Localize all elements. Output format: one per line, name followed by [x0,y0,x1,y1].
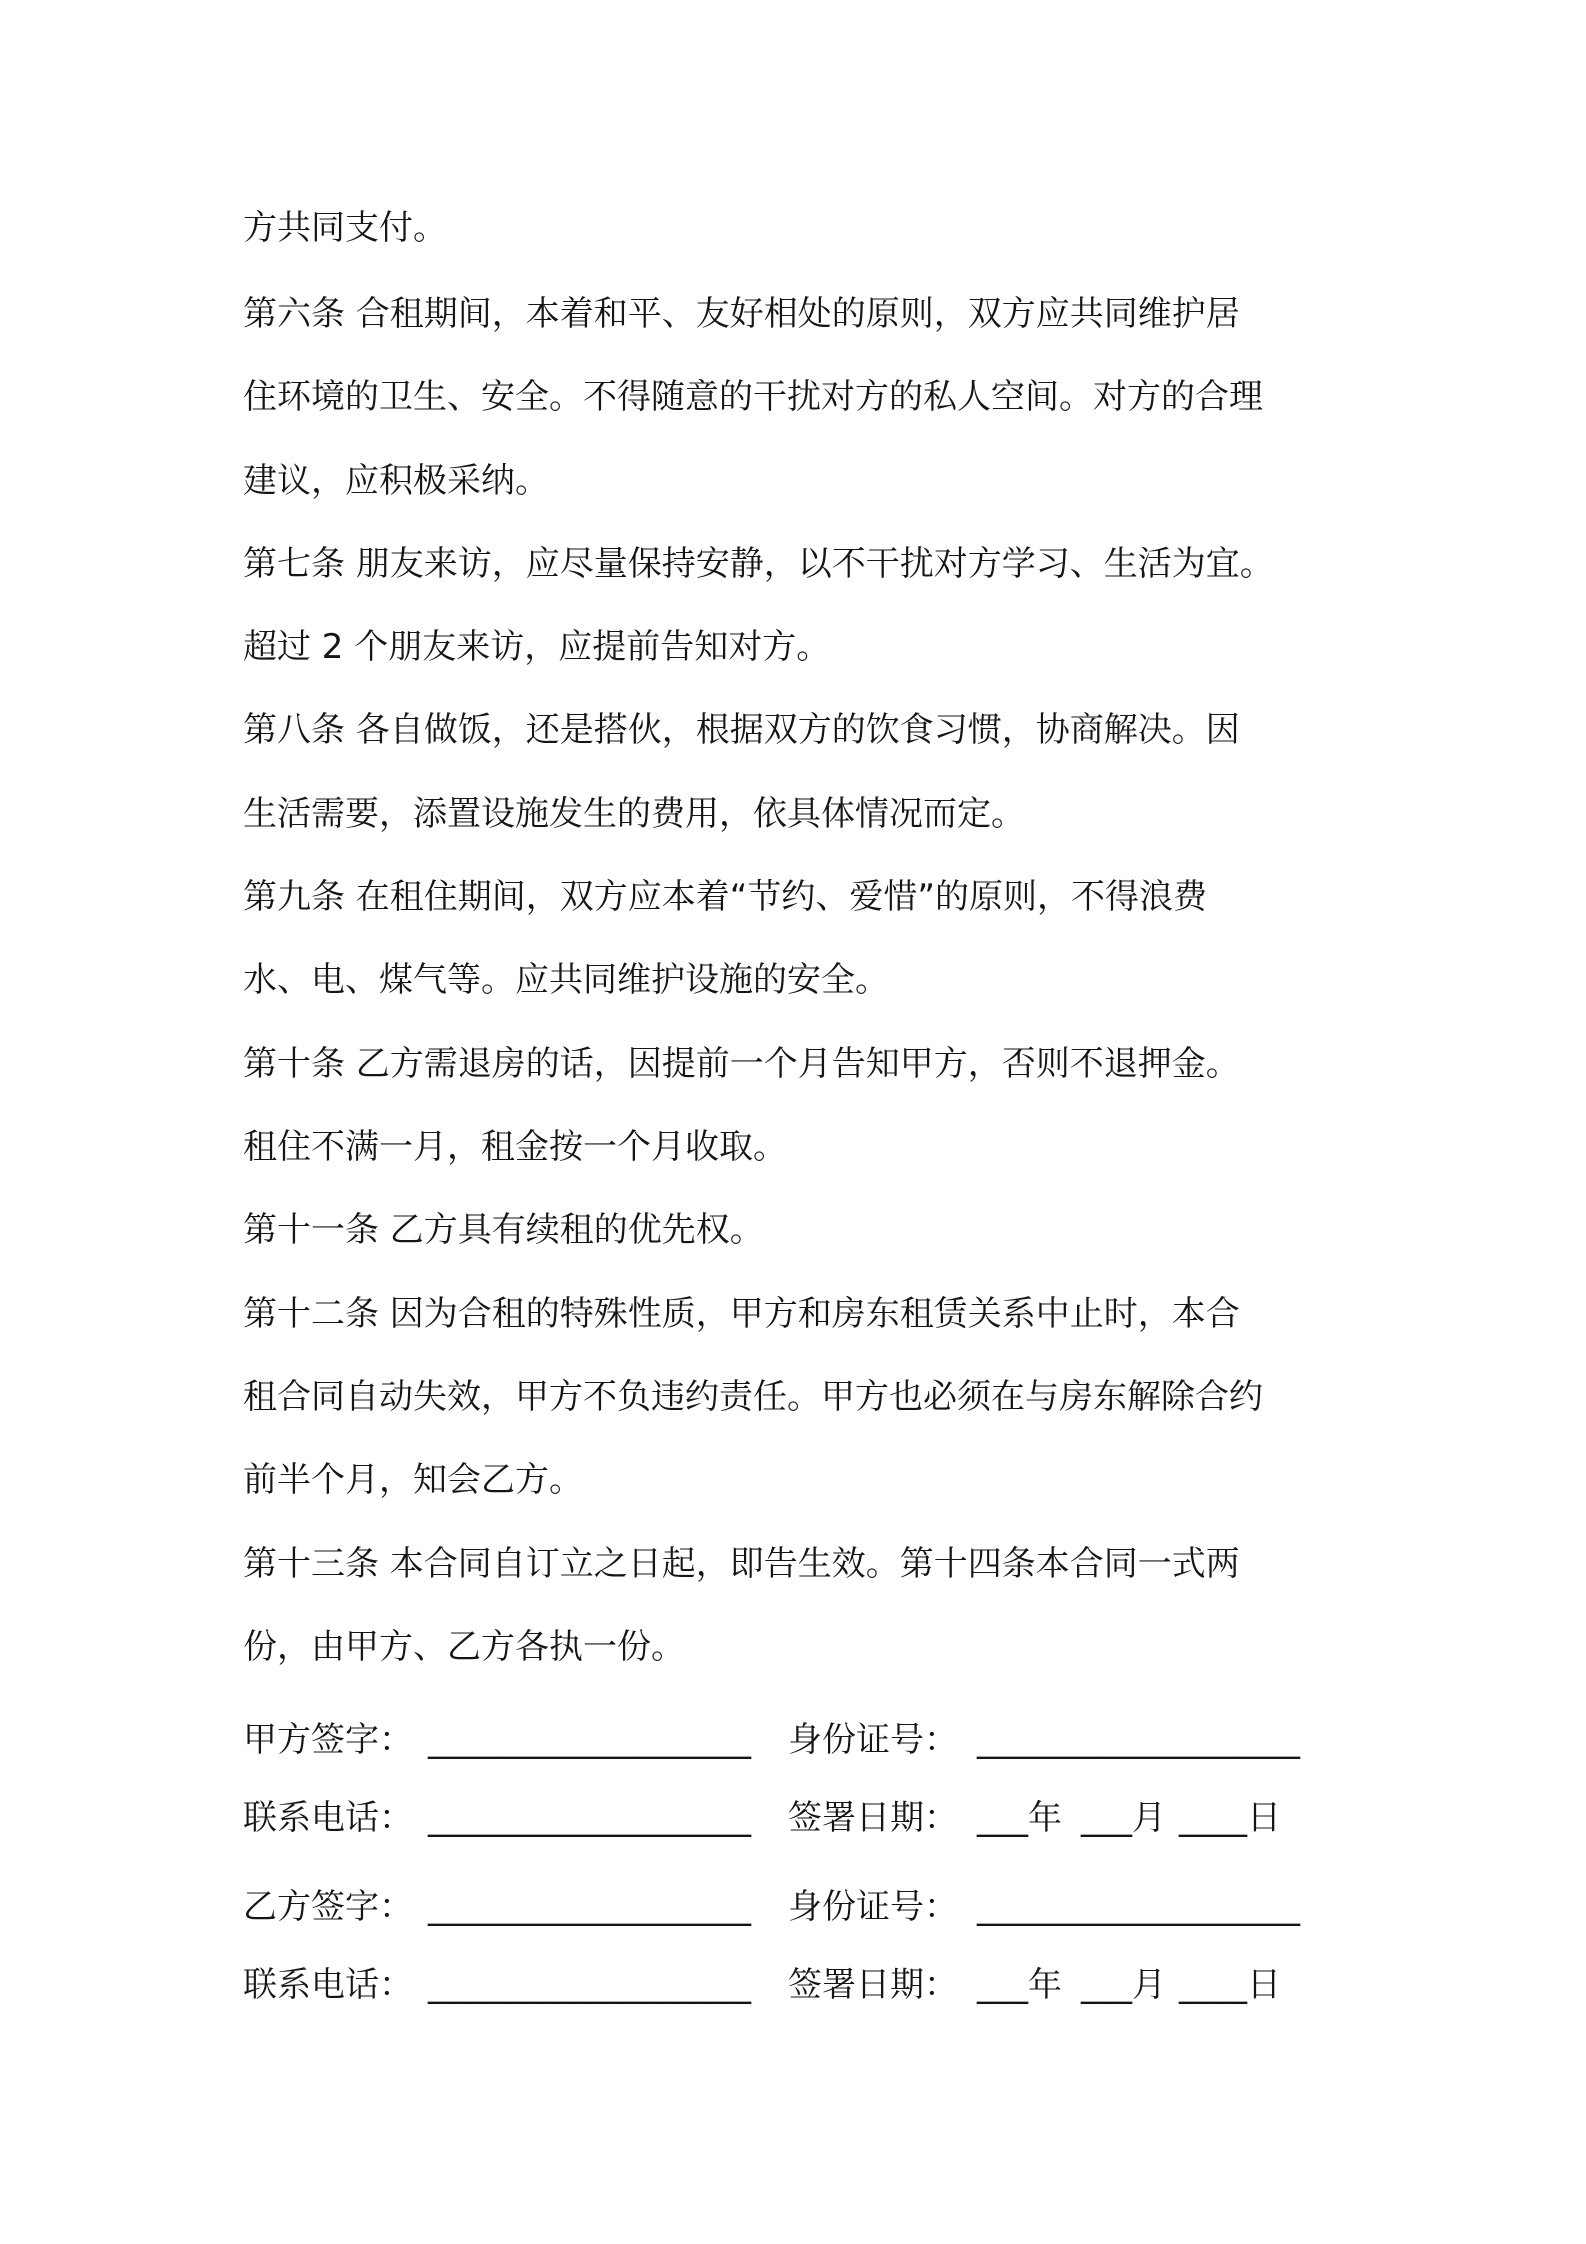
party-b-sign-field[interactable]: ___________________ [428,1887,751,1927]
document-line: 前半个月，知会乙方。 [243,1460,583,1500]
party-b-month-field[interactable]: ___月 [1081,1965,1166,2005]
document-line: 第十条 乙方需退房的话，因提前一个月告知甲方，否则不退押金。 [243,1044,1240,1084]
party-a-date-label: 签署日期： [788,1798,958,1838]
party-b-sign-label: 乙方签字： [243,1887,413,1927]
document-line: 第九条 在租住期间，双方应本着“节约、爱惜”的原则，不得浪费 [243,877,1208,917]
party-b-id-field[interactable]: ___________________ [977,1887,1300,1927]
party-a-phone-field[interactable]: ___________________ [428,1798,751,1838]
document-line: 第八条 各自做饭，还是搭伙，根据双方的饮食习惯，协商解决。因 [243,710,1240,750]
party-b-day-field[interactable]: ____日 [1179,1965,1281,2005]
party-b-id-label: 身份证号： [788,1887,958,1927]
party-a-month-field[interactable]: ___月 [1081,1798,1166,1838]
document-line: 份，由甲方、乙方各执一份。 [243,1627,685,1667]
party-a-id-label: 身份证号： [788,1720,958,1760]
party-a-contact-row [243,1796,1373,1844]
party-b-phone-label: 联系电话： [243,1965,413,2005]
document-line: 超过 2 个朋友来访，应提前告知对方。 [243,627,831,667]
party-a-day-field[interactable]: ____日 [1179,1798,1281,1838]
document-line: 建议，应积极采纳。 [243,461,549,501]
document-line: 生活需要，添置设施发生的费用，依具体情况而定。 [243,794,1025,834]
party-a-phone-label: 联系电话： [243,1798,413,1838]
party-b-phone-field[interactable]: ___________________ [428,1965,751,2005]
party-b-date-label: 签署日期： [788,1965,958,2005]
party-a-year-field[interactable]: ___年 [977,1798,1062,1838]
party-a-id-field[interactable]: ___________________ [977,1720,1300,1760]
document-line: 第十三条 本合同自订立之日起，即告生效。第十四条本合同一式两 [243,1544,1240,1584]
document-line: 住环境的卫生、安全。不得随意的干扰对方的私人空间。对方的合理 [243,377,1263,417]
document-line: 第七条 朋友来访，应尽量保持安静，以不干扰对方学习、生活为宜。 [243,544,1274,584]
party-b-sign-row [243,1885,1373,1933]
party-a-sign-row [243,1718,1373,1766]
document-line: 第六条 合租期间，本着和平、友好相处的原则，双方应共同维护居 [243,294,1240,334]
document-line: 租合同自动失效，甲方不负违约责任。甲方也必须在与房东解除合约 [243,1377,1263,1417]
document-line: 方共同支付。 [243,208,447,248]
party-a-sign-label: 甲方签字： [243,1720,413,1760]
document-line: 租住不满一月，租金按一个月收取。 [243,1127,787,1167]
document-line: 第十二条 因为合租的特殊性质，甲方和房东租赁关系中止时，本合 [243,1294,1240,1334]
party-b-contact-row [243,1963,1373,2011]
party-b-year-field[interactable]: ___年 [977,1965,1062,2005]
document-line: 第十一条 乙方具有续租的优先权。 [243,1210,764,1250]
document-line: 水、电、煤气等。应共同维护设施的安全。 [243,960,889,1000]
party-a-sign-field[interactable]: ___________________ [428,1720,751,1760]
